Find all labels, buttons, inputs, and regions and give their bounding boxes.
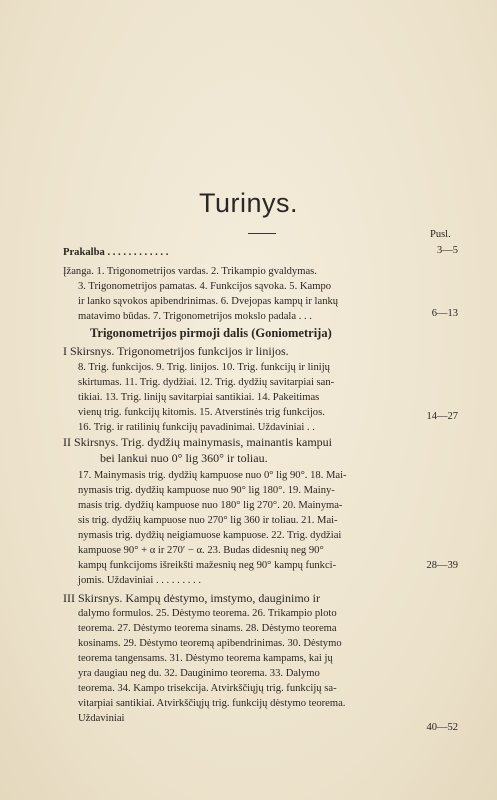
toc-line: sis trig. dydžių kampuose nuo 270° lig 360 ir toliau. 21. Mai-	[78, 515, 338, 526]
toc-line: ir lanko sąvokos apibendrinimas. 6. Dvejopas kampų ir lankų	[78, 296, 339, 307]
toc-page-range: 3—5	[437, 245, 458, 256]
toc-line: teorema. 27. Dėstymo teorema sinams. 28. Dėstymo teorema	[78, 623, 337, 634]
toc-line: teorema tangensams. 31. Dėstymo teorema kampams, kai jų	[78, 653, 333, 664]
toc-line: tikiai. 13. Trig. linijų savitarpiai santikiai. 14. Pakeitimas	[78, 392, 320, 403]
toc-line: vienų trig. funkcijų kitomis. 15. Atverstinės trig funkcijos.	[78, 407, 325, 418]
toc-page-range: 40—52	[426, 722, 458, 733]
toc-line: Uždaviniai	[78, 713, 125, 724]
toc-line: masis trig. dydžių kampuose nuo 180° lig 270°. 20. Mainyma-	[78, 500, 343, 511]
toc-line: III Skirsnys. Kampų dėstymo, imstymo, dauginimo ir	[63, 591, 320, 605]
toc-line: kampuose 90° + α ir 270′ − α. 23. Budas didesnių neg 90°	[78, 545, 324, 556]
toc-line: 3. Trigonometrijos pamatas. 4. Funkcijos sąvoka. 5. Kampo	[78, 281, 332, 292]
toc-line: kosinams. 29. Dėstymo teoremą apibendrinimas. 30. Dėstymo	[78, 638, 342, 649]
toc-line: bei lankui nuo 0° lig 360° ir toliau.	[100, 451, 268, 465]
toc-line: nymasis trig. dydžių kampuose nuo 90° lig 180°. 19. Mainy-	[78, 485, 335, 496]
toc-line: dalymo formulos. 25. Dėstymo teorema. 26. Trikampio ploto	[78, 608, 337, 619]
toc-line: vitarpiai santikiai. Atvirkščiųjų trig. funkcijų dėstymo teorema.	[78, 698, 346, 709]
toc-page-range: 14—27	[426, 411, 458, 422]
toc-line: 8. Trig. funkcijos. 9. Trig. linijos. 10. Trig. funkcijų ir linijų	[78, 362, 330, 373]
toc-line: skirtumas. 11. Trig. dydžiai. 12. Trig. dydžių savitarpiai san-	[78, 377, 335, 388]
toc-line: yra daugiau neg du. 32. Dauginimo teorema. 33. Dalymo	[78, 668, 320, 679]
page-title: Turinys.	[198, 188, 298, 218]
toc-line: teorema. 34. Kampo trisekcija. Atvirkščiųjų trig. funkcijų sa-	[78, 683, 337, 694]
toc-line: 16. Trig. ir ratilinių funkcijų pavadinimai. Uždaviniai . .	[78, 422, 315, 433]
toc-line: Trigonometrijos pirmoji dalis (Goniometrija)	[90, 326, 332, 340]
pages-column-label: Pusl.	[430, 229, 451, 240]
toc-line: I Skirsnys. Trigonometrijos funkcijos ir linijos.	[63, 344, 289, 358]
toc-page-range: 6—13	[431, 308, 458, 319]
toc-line: Prakalba . . . . . . . . . . . .	[63, 247, 169, 258]
toc-line: II Skirsnys. Trig. dydžių mainymasis, mainantis kampui	[63, 435, 332, 449]
toc-page-range: 28—39	[426, 560, 458, 571]
title-rule	[248, 233, 276, 234]
toc-line: jomis. Uždaviniai . . . . . . . . .	[78, 575, 201, 586]
toc-line: kampų funkcijoms išreikšti mažesnių neg 90° kampų funkci-	[78, 560, 337, 571]
toc-line: nymasis trig. dydžių neigiamuose kampuose. 22. Trig. dydžiai	[78, 530, 342, 541]
toc-line: matavimo būdas. 7. Trigonometrijos mokslo padala . . .	[78, 311, 312, 322]
toc-line: Įžanga. 1. Trigonometrijos vardas. 2. Trikampio gvaldymas.	[63, 266, 317, 277]
toc-line: 17. Mainymasis trig. dydžių kampuose nuo 0° lig 90°. 18. Mai-	[78, 470, 347, 481]
